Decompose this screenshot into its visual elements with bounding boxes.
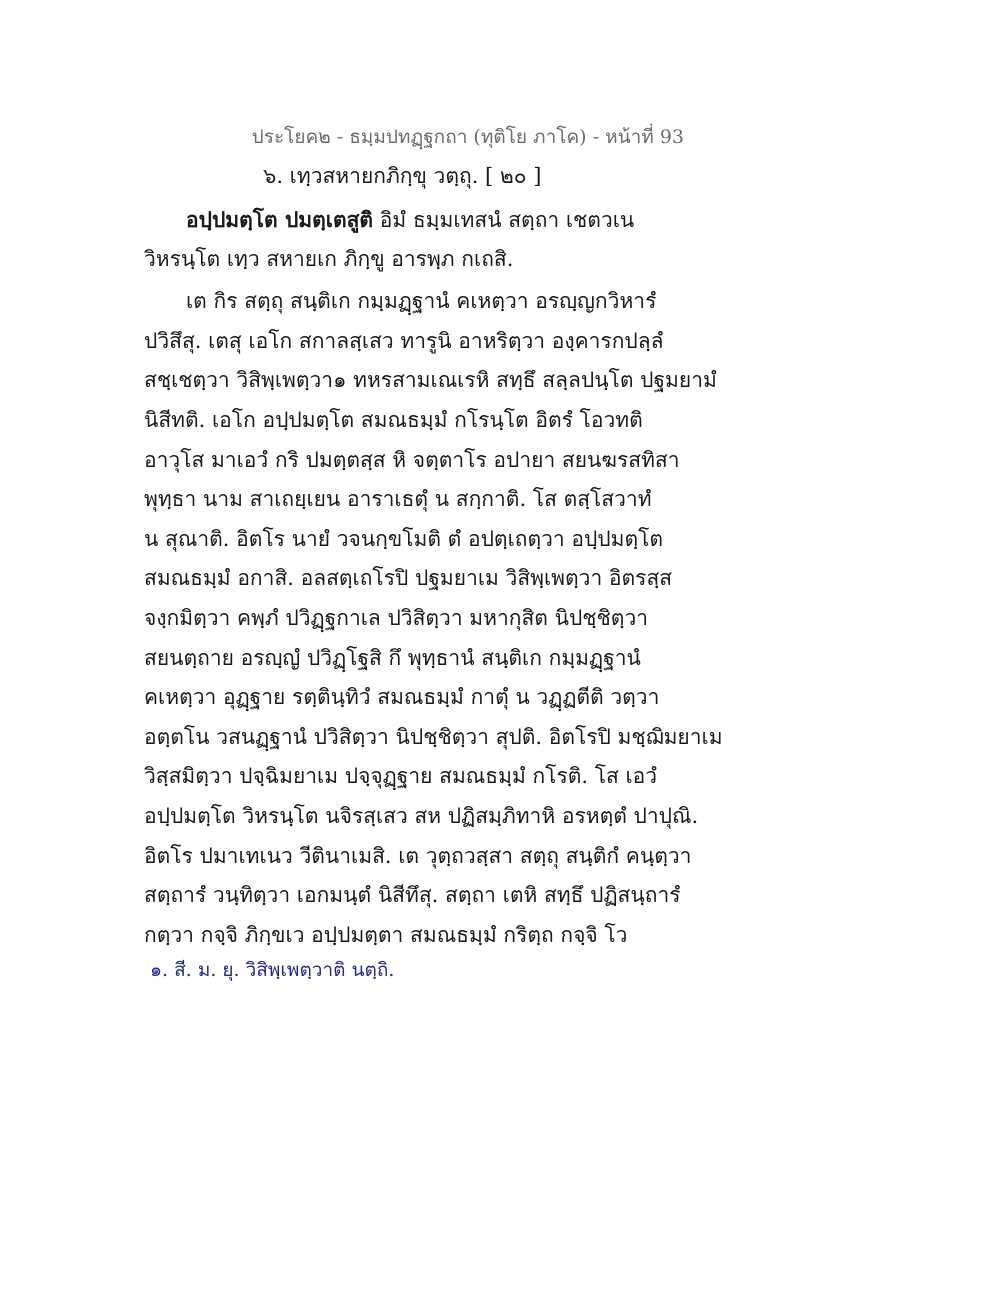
text-line: สชฺเชตฺวา วิสิพฺเพตฺวา๑ ทหรสามเณเรหิ สทฺธึ สลฺลปนฺโต ปฐมยามํ (144, 368, 717, 393)
footnote: ๑. สี. ม. ยุ. วิสิพฺเพตฺวาติ นตฺถิ. (150, 959, 395, 981)
section-title: ๖. เทฺวสหายกภิกฺขุ วตฺถุ. [ ๒๐ ] (263, 164, 542, 188)
text-line: ปวิสึสุ. เตสุ เอโก สกาลสฺเสว ทารูนิ อาหริตฺวา องฺคารกปลฺลํ (144, 328, 664, 353)
text-line: พุทฺธา นาม สาเถยฺเยน อาราเธตุํ น สกฺกาติ. โส ตสฺโสวาทํ (144, 487, 652, 512)
text-line (144, 200, 704, 240)
text-line: วิสฺสมิตฺวา ปจฺฉิมยาเม ปจฺจุฏฺฐาย สมณธมฺมํ กโรติ. โส เอวํ (144, 764, 658, 789)
text-line: อิตโร ปมาเทเนว วีตินาเมสิ. เต วุตฺถวสฺสา สตฺถุ สนฺติกํ คนฺตฺวา (144, 843, 692, 868)
text-line: คเหตฺวา อุฏฺฐาย รตฺตินฺทิวํ สมณธมฺมํ กาตุํ น วฏฺฏตีติ วตฺวา (144, 685, 660, 710)
running-header: ประโยค๒ - ธมฺมปทฏฺฐกถา (ทุติโย ภาโค) - หน้าที่ 93 (251, 126, 684, 148)
text-line: สยนตฺถาย อรญฺญํ ปวิฏฺโฐสิ กึ พุทฺธานํ สนฺติเก กมฺมฏฺฐานํ (144, 645, 641, 670)
text-line: สมณธมฺมํ อกาสิ. อลสตฺเถโรปิ ปฐมยาเม วิสิพฺเพตฺวา อิตรสฺส (144, 566, 673, 591)
text-line: อาวุโส มาเอวํ กริ ปมตฺตสฺส หิ จตฺตาโร อปายา สยนฆรสทิสา (144, 447, 680, 472)
text-line: สตฺถารํ วนฺทิตฺวา เอกมนฺตํ นิสีทึสุ. สตฺถา เตหิ สทฺธึ ปฏิสนฺถารํ (144, 883, 681, 908)
text-line: น สุณาติ. อิตโร นายํ วจนกฺขโมติ ตํ อปตฺเถตฺวา อปฺปมตฺโต (144, 526, 664, 551)
text-line: อปฺปมตฺโต วิหรนฺโต นจิรสฺเสว สห ปฏิสมฺภิทาหิ อรหตฺตํ ปาปุณิ. (144, 803, 699, 828)
text-line: กตฺวา กจฺจิ ภิกฺขเว อปฺปมตฺตา สมณธมฺมํ กริตฺถ กจฺจิ โว (144, 922, 628, 947)
text-line: วิหรนฺโต เทฺว สหายเก ภิกฺขู อารพฺภ กเถสิ. (144, 246, 514, 271)
line-text: อิมํ ธมฺมเทสนํ สตฺถา เชตวเน (373, 208, 635, 232)
text-line: เต กิร สตฺถุ สนฺติเก กมฺมฏฺฐานํ คเหตฺวา อรญฺญกวิหารํ (186, 289, 657, 314)
text-line: นิสีทติ. เอโก อปฺปมตฺโต สมณธมฺมํ กโรนฺโต อิตรํ โอวทติ (144, 407, 643, 432)
lead-phrase: อปฺปมตฺโต ปมตฺเตสูติ (186, 207, 374, 232)
text-line: อตฺตโน วสนฏฺฐานํ ปวิสิตฺวา นิปชฺชิตฺวา สุปติ. อิตโรปิ มชฺฌิมยาเม (144, 724, 723, 749)
body-text (144, 200, 723, 955)
text-line: จงฺกมิตฺวา คพฺภํ ปวิฏฺฐกาเล ปวิสิตฺวา มหากุสิต นิปชฺชิตฺวา (144, 605, 649, 630)
